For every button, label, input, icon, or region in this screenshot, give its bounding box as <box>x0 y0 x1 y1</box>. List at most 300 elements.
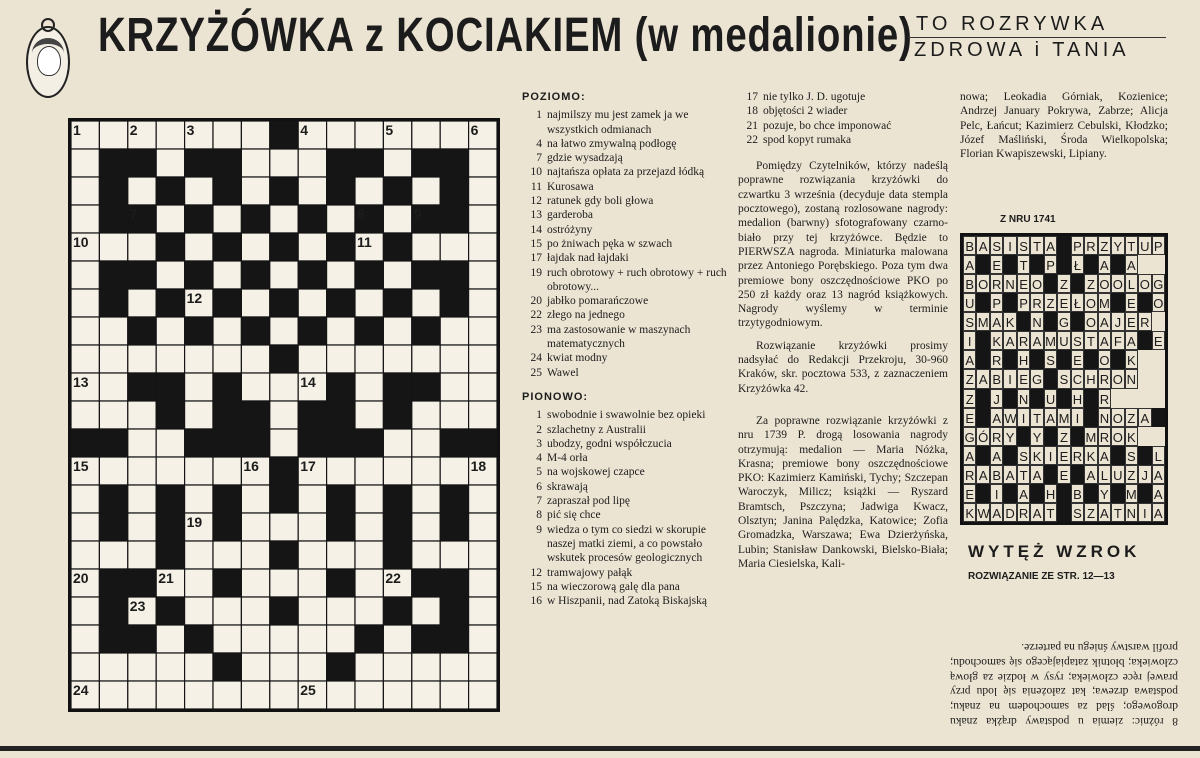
white-cell[interactable] <box>327 625 355 653</box>
solution-letter: B <box>990 369 1003 388</box>
black-cell <box>213 653 241 681</box>
white-cell[interactable] <box>241 289 269 317</box>
white-cell[interactable] <box>355 401 383 429</box>
solution-letter: H <box>1071 389 1084 408</box>
solution-letter: P <box>990 293 1003 312</box>
solution-letter: O <box>1098 350 1111 369</box>
grid-number-3: 3 <box>186 122 195 138</box>
white-cell[interactable] <box>71 205 99 233</box>
clue-number: 15 <box>530 580 542 593</box>
white-cell[interactable] <box>327 261 355 289</box>
black-cell <box>241 429 269 457</box>
black-cell <box>355 625 383 653</box>
white-cell[interactable] <box>241 513 269 541</box>
pionowo-list <box>522 408 728 608</box>
white-cell[interactable] <box>440 121 468 149</box>
black-cell <box>383 513 411 541</box>
white-cell[interactable] <box>383 681 411 709</box>
white-cell[interactable] <box>298 597 326 625</box>
white-cell[interactable] <box>99 541 127 569</box>
black-cell <box>213 149 241 177</box>
white-cell[interactable] <box>469 513 497 541</box>
solution-letter: K <box>963 503 976 522</box>
white-cell[interactable] <box>412 121 440 149</box>
solution-letter: O <box>1111 274 1124 293</box>
black-cell <box>469 429 497 457</box>
white-cell[interactable] <box>469 401 497 429</box>
white-cell[interactable] <box>213 345 241 373</box>
white-cell[interactable] <box>469 149 497 177</box>
white-cell[interactable] <box>412 429 440 457</box>
grid-number-9: 9 <box>413 206 422 222</box>
white-cell[interactable] <box>383 317 411 345</box>
white-cell[interactable] <box>355 681 383 709</box>
solution-black-cell <box>976 408 989 427</box>
white-cell[interactable] <box>355 653 383 681</box>
white-cell[interactable] <box>241 681 269 709</box>
white-cell[interactable] <box>440 345 468 373</box>
white-cell[interactable] <box>128 681 156 709</box>
solution-letter: I <box>1071 408 1084 427</box>
white-cell[interactable] <box>213 205 241 233</box>
clue-text: objętości 2 wiader <box>763 105 848 118</box>
white-cell[interactable] <box>156 205 184 233</box>
black-cell <box>156 485 184 513</box>
solution-letter: N <box>1017 389 1030 408</box>
solution-letter: T <box>1111 503 1124 522</box>
white-cell[interactable] <box>383 457 411 485</box>
white-cell[interactable] <box>298 149 326 177</box>
white-cell[interactable] <box>412 541 440 569</box>
black-cell <box>270 457 298 485</box>
white-cell[interactable] <box>241 597 269 625</box>
white-cell[interactable] <box>355 513 383 541</box>
white-cell[interactable] <box>440 653 468 681</box>
white-cell[interactable] <box>412 345 440 373</box>
black-cell <box>185 149 213 177</box>
white-cell[interactable] <box>128 233 156 261</box>
white-cell[interactable] <box>440 317 468 345</box>
solution-letter: T <box>1044 503 1057 522</box>
black-cell <box>185 317 213 345</box>
white-cell[interactable] <box>71 541 99 569</box>
white-cell[interactable] <box>156 317 184 345</box>
white-cell[interactable] <box>128 513 156 541</box>
solution-letter: T <box>1030 408 1043 427</box>
white-cell[interactable] <box>298 625 326 653</box>
white-cell[interactable] <box>241 233 269 261</box>
white-cell[interactable] <box>128 653 156 681</box>
white-cell[interactable] <box>241 149 269 177</box>
white-cell[interactable] <box>355 177 383 205</box>
solution-letter: A <box>1030 465 1043 484</box>
white-cell[interactable] <box>99 653 127 681</box>
white-cell[interactable] <box>156 149 184 177</box>
white-cell[interactable] <box>469 653 497 681</box>
white-cell[interactable] <box>355 569 383 597</box>
white-cell[interactable] <box>440 457 468 485</box>
white-cell[interactable] <box>99 457 127 485</box>
clue-text: Wawel <box>547 366 579 379</box>
solution-letter: A <box>976 465 989 484</box>
white-cell[interactable] <box>412 597 440 625</box>
grid-number-7: 7 <box>129 206 138 222</box>
clue-text: garderoba <box>547 209 593 222</box>
white-cell[interactable] <box>469 373 497 401</box>
solution-letter: R <box>1098 427 1111 446</box>
solution-letter: S <box>1044 350 1057 369</box>
white-cell[interactable] <box>270 317 298 345</box>
solution-black-cell <box>1044 312 1057 331</box>
white-cell[interactable] <box>241 653 269 681</box>
white-cell[interactable] <box>185 401 213 429</box>
white-cell[interactable] <box>213 541 241 569</box>
white-cell[interactable] <box>71 513 99 541</box>
white-cell[interactable] <box>355 485 383 513</box>
black-cell <box>99 177 127 205</box>
white-cell[interactable] <box>298 233 326 261</box>
white-cell[interactable] <box>185 653 213 681</box>
solution-black-cell <box>976 293 989 312</box>
black-cell <box>213 513 241 541</box>
clue-number: 7 <box>536 152 542 165</box>
black-cell <box>213 401 241 429</box>
black-cell <box>270 177 298 205</box>
clues-column-3 <box>960 90 1168 161</box>
white-cell[interactable] <box>241 485 269 513</box>
clue-text: jabłko pomarańczowe <box>547 295 649 308</box>
white-cell[interactable] <box>99 121 127 149</box>
white-cell[interactable] <box>185 345 213 373</box>
solution-letter: J <box>1138 465 1151 484</box>
solution-letter: A <box>1030 503 1043 522</box>
white-cell[interactable] <box>298 485 326 513</box>
white-cell[interactable] <box>156 681 184 709</box>
white-cell[interactable] <box>185 457 213 485</box>
clue-text: gdzie wysadzają <box>547 152 623 165</box>
white-cell[interactable] <box>298 177 326 205</box>
solution-letter: B <box>990 465 1003 484</box>
white-cell[interactable] <box>156 653 184 681</box>
white-cell[interactable] <box>156 457 184 485</box>
white-cell[interactable] <box>99 233 127 261</box>
white-cell[interactable] <box>71 317 99 345</box>
white-cell[interactable] <box>469 177 497 205</box>
white-cell[interactable] <box>128 457 156 485</box>
white-cell[interactable] <box>469 261 497 289</box>
clues-column-2 <box>738 90 948 571</box>
white-cell[interactable] <box>469 625 497 653</box>
solution-letter: Z <box>1084 503 1097 522</box>
white-cell[interactable] <box>412 457 440 485</box>
white-cell[interactable] <box>298 513 326 541</box>
clue-pionowo-15 <box>522 580 728 594</box>
black-cell <box>440 597 468 625</box>
white-cell[interactable] <box>71 261 99 289</box>
solution-letter: Z <box>963 389 976 408</box>
clue-number: 24 <box>530 352 542 365</box>
white-cell[interactable] <box>469 345 497 373</box>
solution-letter: W <box>1003 408 1016 427</box>
solution-black-cell <box>1003 389 1016 408</box>
white-cell[interactable] <box>469 681 497 709</box>
grid-number-1: 1 <box>73 122 81 138</box>
wytez-wzrok-answer-upside-down: 8 różnic: ziemia u podstawy drążka znaku drogowego; ślad za samochodem na znaku; podstawa drzewa; kat założenia się lodu przy prawej ręce człowieka; rysy w łodzie za głową człowieka; błotnik zatapiającego się samochodu; profil warstwy śniegu na parterze. <box>950 641 1178 727</box>
white-cell[interactable] <box>213 625 241 653</box>
solution-black-cell <box>1071 427 1084 446</box>
solution-letter: E <box>963 408 976 427</box>
grid-number-11: 11 <box>357 234 372 250</box>
black-cell <box>298 401 326 429</box>
white-cell[interactable] <box>185 485 213 513</box>
white-cell[interactable] <box>440 681 468 709</box>
white-cell[interactable] <box>412 513 440 541</box>
clue-pionowo-4 <box>522 451 728 465</box>
clue-poziomo-19 <box>522 266 728 295</box>
solution-black-cell <box>1044 465 1057 484</box>
white-cell[interactable] <box>440 541 468 569</box>
white-cell[interactable] <box>156 121 184 149</box>
white-cell[interactable] <box>71 149 99 177</box>
white-cell[interactable] <box>270 373 298 401</box>
white-cell[interactable] <box>185 569 213 597</box>
white-cell[interactable] <box>383 345 411 373</box>
white-cell[interactable] <box>71 625 99 653</box>
white-cell[interactable] <box>213 681 241 709</box>
white-cell[interactable] <box>185 177 213 205</box>
solution-letter: A <box>1125 255 1138 274</box>
black-cell <box>213 177 241 205</box>
white-cell[interactable] <box>270 261 298 289</box>
white-cell[interactable] <box>383 429 411 457</box>
medallion-ring <box>41 18 55 32</box>
white-cell[interactable] <box>298 345 326 373</box>
black-cell <box>241 205 269 233</box>
white-cell[interactable] <box>270 149 298 177</box>
white-cell[interactable] <box>270 205 298 233</box>
solution-letter: L <box>1125 274 1138 293</box>
white-cell[interactable] <box>412 653 440 681</box>
solution-black-cell <box>1057 503 1070 522</box>
white-cell[interactable] <box>185 681 213 709</box>
solution-black-cell <box>1057 389 1070 408</box>
white-cell[interactable] <box>71 401 99 429</box>
white-cell[interactable] <box>128 401 156 429</box>
white-cell[interactable] <box>383 205 411 233</box>
white-cell[interactable] <box>327 121 355 149</box>
solution-letter: I <box>1044 446 1057 465</box>
white-cell[interactable] <box>355 289 383 317</box>
portrait-face <box>37 46 61 76</box>
white-cell[interactable] <box>327 541 355 569</box>
white-cell[interactable] <box>355 457 383 485</box>
poziomo-list <box>522 108 728 380</box>
white-cell[interactable] <box>440 401 468 429</box>
white-cell[interactable] <box>383 261 411 289</box>
white-cell[interactable] <box>298 653 326 681</box>
white-cell[interactable] <box>469 569 497 597</box>
white-cell[interactable] <box>270 625 298 653</box>
white-cell[interactable] <box>241 625 269 653</box>
solution-letter: F <box>1111 331 1124 350</box>
crossword-grid <box>68 118 500 712</box>
white-cell[interactable] <box>469 485 497 513</box>
solution-letter: I <box>1017 408 1030 427</box>
black-cell <box>128 625 156 653</box>
white-cell[interactable] <box>156 625 184 653</box>
solution-letter: U <box>1138 236 1151 255</box>
white-cell[interactable] <box>71 597 99 625</box>
white-cell[interactable] <box>128 485 156 513</box>
white-cell[interactable] <box>128 429 156 457</box>
white-cell[interactable] <box>412 177 440 205</box>
grid-number-21: 21 <box>158 570 174 586</box>
clue-poziomo-7 <box>522 151 728 165</box>
white-cell[interactable] <box>99 345 127 373</box>
white-cell[interactable] <box>99 373 127 401</box>
white-cell[interactable] <box>412 233 440 261</box>
white-cell[interactable] <box>128 289 156 317</box>
solution-letter: E <box>1057 465 1070 484</box>
black-cell <box>241 401 269 429</box>
white-cell[interactable] <box>185 373 213 401</box>
clue-number: 6 <box>536 480 542 493</box>
white-cell[interactable] <box>213 597 241 625</box>
solution-black-cell <box>1111 484 1124 503</box>
solution-black-cell <box>1044 427 1057 446</box>
solution-letter: S <box>1057 369 1070 388</box>
white-cell[interactable] <box>327 205 355 233</box>
white-cell[interactable] <box>71 485 99 513</box>
white-cell[interactable] <box>298 569 326 597</box>
solution-black-cell <box>1057 350 1070 369</box>
white-cell[interactable] <box>213 121 241 149</box>
white-cell[interactable] <box>270 513 298 541</box>
solution-letter: A <box>1044 236 1057 255</box>
white-cell[interactable] <box>270 429 298 457</box>
pionowo-heading: PIONOWO: <box>522 390 589 403</box>
grid-number-23: 23 <box>129 598 146 614</box>
clue-poziomo-24 <box>522 351 728 365</box>
white-cell[interactable] <box>241 569 269 597</box>
white-cell[interactable] <box>355 597 383 625</box>
grid-number-18: 18 <box>470 458 487 474</box>
white-cell[interactable] <box>213 457 241 485</box>
white-cell[interactable] <box>99 681 127 709</box>
solution-letter: S <box>990 236 1003 255</box>
white-cell[interactable] <box>327 597 355 625</box>
white-cell[interactable] <box>469 317 497 345</box>
white-cell[interactable] <box>469 233 497 261</box>
solution-letter: P <box>1017 293 1030 312</box>
white-cell[interactable] <box>99 317 127 345</box>
white-cell[interactable] <box>128 345 156 373</box>
black-cell <box>156 597 184 625</box>
clue-text: nie tylko J. D. ugotuje <box>763 91 866 103</box>
white-cell[interactable] <box>156 345 184 373</box>
solution-black-cell <box>1084 255 1097 274</box>
solution-black-cell <box>1003 255 1016 274</box>
white-cell[interactable] <box>469 205 497 233</box>
white-cell[interactable] <box>355 541 383 569</box>
white-cell[interactable] <box>412 485 440 513</box>
white-cell[interactable] <box>355 121 383 149</box>
white-cell[interactable] <box>71 177 99 205</box>
white-cell[interactable] <box>412 289 440 317</box>
white-cell[interactable] <box>298 541 326 569</box>
white-cell[interactable] <box>327 681 355 709</box>
white-cell[interactable] <box>355 345 383 373</box>
solution-letter: E <box>963 484 976 503</box>
white-cell[interactable] <box>241 373 269 401</box>
white-cell[interactable] <box>327 317 355 345</box>
solution-letter: E <box>1017 274 1030 293</box>
white-cell[interactable] <box>440 373 468 401</box>
white-cell[interactable] <box>469 597 497 625</box>
white-cell[interactable] <box>99 401 127 429</box>
clue-poziomo-23 <box>522 323 728 352</box>
white-cell[interactable] <box>71 345 99 373</box>
solution-letter: A <box>1098 446 1111 465</box>
white-cell[interactable] <box>241 345 269 373</box>
solution-letter: R <box>1017 503 1030 522</box>
clue-text: ostróżyny <box>547 223 593 236</box>
white-cell[interactable] <box>213 317 241 345</box>
solution-letter: H <box>1084 369 1097 388</box>
white-cell[interactable] <box>185 541 213 569</box>
white-cell[interactable] <box>469 541 497 569</box>
white-cell[interactable] <box>185 597 213 625</box>
white-cell[interactable] <box>327 345 355 373</box>
white-cell[interactable] <box>213 261 241 289</box>
white-cell[interactable] <box>412 401 440 429</box>
white-cell[interactable] <box>270 681 298 709</box>
white-cell[interactable] <box>383 653 411 681</box>
white-cell[interactable] <box>128 541 156 569</box>
white-cell[interactable] <box>128 177 156 205</box>
solution-letter: R <box>1071 446 1084 465</box>
black-cell <box>156 233 184 261</box>
white-cell[interactable] <box>383 149 411 177</box>
black-cell <box>440 261 468 289</box>
white-cell[interactable] <box>241 177 269 205</box>
white-cell[interactable] <box>327 457 355 485</box>
white-cell[interactable] <box>383 625 411 653</box>
white-cell[interactable] <box>270 653 298 681</box>
white-cell[interactable] <box>469 289 497 317</box>
solution-letter: A <box>1152 484 1165 503</box>
solution-letter: R <box>1098 389 1111 408</box>
white-cell[interactable] <box>185 233 213 261</box>
white-cell[interactable] <box>355 373 383 401</box>
white-cell[interactable] <box>156 261 184 289</box>
solution-letter: K <box>1125 350 1138 369</box>
white-cell[interactable] <box>241 121 269 149</box>
white-cell[interactable] <box>270 569 298 597</box>
white-cell[interactable] <box>156 429 184 457</box>
white-cell[interactable] <box>270 401 298 429</box>
white-cell[interactable] <box>71 653 99 681</box>
white-cell[interactable] <box>71 289 99 317</box>
solution-letter: U <box>1057 331 1070 350</box>
white-cell[interactable] <box>412 681 440 709</box>
solution-letter: B <box>1071 484 1084 503</box>
white-cell[interactable] <box>298 289 326 317</box>
white-cell[interactable] <box>440 233 468 261</box>
black-cell <box>156 541 184 569</box>
solution-letter: Ł <box>1071 255 1084 274</box>
white-cell[interactable] <box>241 541 269 569</box>
